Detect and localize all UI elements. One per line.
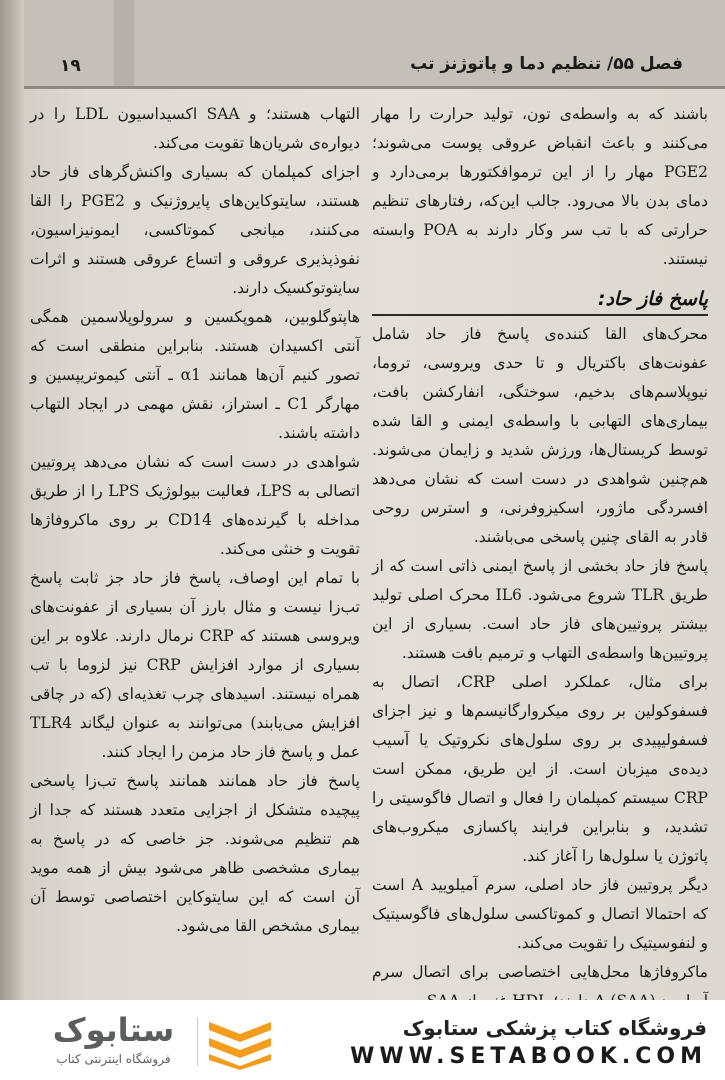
store-footer-banner bbox=[0, 1000, 725, 1080]
store-logo-text: ستابوک bbox=[52, 1011, 175, 1049]
paragraph: پاسخ فاز حاد همانند همانند پاسخ تب‌زا پاسخی پیچیده متشکل از اجزایی متعدد هستند که جدا از هم تنظیم می‌شوند. جز خاصی که در پاسخ به بیماری مشخصی ظاهر می‌شود بیش از همه موید آن است که این سایتوکاین اختصاصی توسط آن بیماری مشخص القا می‌شود. bbox=[30, 772, 360, 935]
paragraph: پاسخ فاز حاد بخشی از پاسخ ایمنی ذاتی است که از طریق TLR شروع می‌شود. IL6 محرک اصلی تولید بیشتر پروتیین‌های فاز حاد است. بسیاری از این پروتیین‌ها واسطه‌ی التهاب و ترمیم بافت هستند. bbox=[372, 557, 708, 662]
section-heading: پاسخ فاز حاد: bbox=[372, 288, 708, 316]
paragraph: هاپتوگلوبین، هموپکسین و سرولوپلاسمین همگی آنتی اکسیدان هستند. بنابراین منطقی است که تصور کنیم آن‌ها همانند α1 ـ آنتی کیموتریپسین و مهارگر C1 ـ استراز، نقش مهمی در ایجاد التهاب داشته باشند. bbox=[30, 308, 360, 442]
right-column bbox=[372, 100, 708, 1016]
paragraph: محرک‌های القا کننده‌ی پاسخ فاز حاد شامل عفونت‌های باکتریال و تا حدی ویروسی، تروما، نیوپلاسم‌های بدخیم، سوختگی، انفارکشن بافت، بیماری‌های التهابی با واسطه‌ی ایمنی و القا شده توسط کریستال‌ها، ورزش شدید و زایمان می‌شوند. هم‌چنین شواهدی در دست است که نشان می‌دهد افسردگی ماژور، اسکیزوفرنی، و استرس روحی قادر به القای چنین پاسخی می‌باشند. bbox=[372, 325, 708, 546]
paragraph: باشند که به واسطه‌ی تون، تولید حرارت را مهار می‌کنند و باعث انقباض عروقی پوست می‌شوند؛ PGE2 مهار را از این ترموافکتورها برمی‌دارد و دمای بدن بالا می‌رود. جالب این‌که، رفتارهای تنظیم حرارتی که با تب سر وکار دارند به POA وابسته نیستند. bbox=[372, 105, 708, 268]
page-header bbox=[24, 0, 725, 89]
paragraph: اجزای کمپلمان که بسیاری واکنش‌گرهای فاز حاد هستند، سایتوکاین‌های پایروژنیک و PGE2 را القا می‌کنند، میانجی کموتاکسی، ایمونیزاسیون، نفوذپذیری عروقی و اتساع عروقی هستند و اثرات سایتوتوکسیک دارند. bbox=[30, 163, 360, 297]
paragraph: دیگر پروتیین فاز حاد اصلی، سرم آمیلویید A است که احتمالا اتصال و کموتاکسی سلول‌های فاگوسیتیک و لنفوسیتیک را تقویت می‌کند. bbox=[372, 876, 708, 952]
store-logo-tagline: فروشگاه اینترنتی کتاب bbox=[56, 1052, 171, 1066]
page-number: ۱۹ bbox=[60, 56, 81, 76]
store-url-link[interactable]: WWW.SETABOOK.COM bbox=[350, 1044, 707, 1069]
left-column bbox=[30, 100, 360, 941]
chevron-logo-icon bbox=[205, 1016, 275, 1070]
running-head: فصل ۵۵/ تنظیم دما و پاتوژنز تب bbox=[410, 54, 683, 74]
paragraph: با تمام این اوصاف، پاسخ فاز حاد جز ثابت پاسخ تب‌زا نیست و مثال بارز آن بسیاری از عفونت‌های ویروسی هستند که CRP نرمال دارند. علاوه بر این بسیاری از موارد افزایش CRP نیز لزوما با تب همراه نیستند. اسیدهای چرب تغذیه‌ای (که در چاقی افزایش می‌یابند) می‌توانند به عنوان لیگاند TLR4 عمل و پاسخ فاز حاد مزمن را ایجاد کنند. bbox=[30, 569, 361, 761]
logo-divider bbox=[197, 1018, 198, 1066]
paragraph: ماکروفاژها محل‌هایی اختصاصی برای اتصال سرم bbox=[372, 963, 708, 981]
header-tab-mark bbox=[114, 0, 134, 86]
paragraph: التهاب هستند؛ و SAA اکسیداسیون LDL را در دیواره‌ی شریان‌ها تقویت می‌کند. bbox=[30, 105, 360, 152]
store-name: فروشگاه کتاب پزشکی ستابوک bbox=[402, 1016, 707, 1040]
book-spine-shadow bbox=[0, 0, 24, 1000]
paragraph: شواهدی در دست است که نشان می‌دهد پروتیین اتصالی به LPS، فعالیت بیولوژیک LPS را از طریق مداخله با گیرنده‌های CD14 بر روی ماکروفاژها تقویت و خنثی می‌کند. bbox=[30, 453, 361, 558]
paragraph: برای مثال، عملکرد اصلی CRP، اتصال به فسفوکولین بر روی میکروارگانیسم‌ها و نیز اجزای فسفولیپیدی بر روی سلول‌های نکروتیک یا آسیب دیده‌ی میزبان است. از این طریق، ممکن است CRP سیستم کمپلمان را فعال و اتصال فاگوسیتی را تشدید، و بنابراین فرایند پاکسازی میکروب‌های پاتوژن یا سلول‌ها را آغاز کند. bbox=[372, 673, 708, 865]
